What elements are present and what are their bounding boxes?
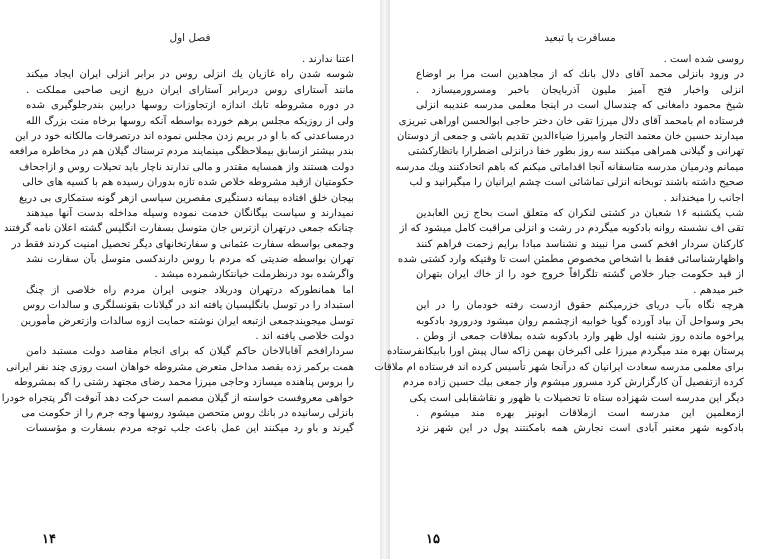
book-gutter — [380, 0, 390, 559]
text-line: تهران بواسطه ضدیتی كه مردم با روس دارندكسی متوسل بآن سفارت نشد — [26, 254, 354, 266]
text-line: پرستان بهره مند میگردم میرزا علی اكبرخان بهمن زاكه سال پیش اورا بابیکانفرستاده — [386, 346, 744, 358]
text-line: هرچه نگاه بآب دریای خزرمیكنم حقوق ازدست رفته خودمان را در این — [416, 300, 744, 312]
left-page — [0, 0, 380, 559]
text-line: ولی از روزیکه مجلس برهم خورده بواسطه آنكه روسها برخاه منت بزرگ الله — [26, 115, 354, 127]
right-page-body — [374, 52, 744, 437]
text-line: بندر بیشتر ازسابق بیملاحظگی مینمایند مردم ترسناك گیلان هم در مخاطره مرافعه — [9, 146, 354, 158]
text-line: خبر میدهم . — [693, 284, 744, 296]
text-line: بیجان خلق افتاده بیمانه دستگیری مقصرین سیاسی ازهر گونه ستمكاری بی دریغ — [19, 192, 354, 204]
text-line: در دوره مشروطه تابك اندازه ازتجاوزات روسها درایین بندرجلوگیری شده — [26, 100, 354, 112]
text-line: چنانكه جمعی درتهران ازترس جان متوسل بسفارت انگلیس گشته اعلان نامه گرفتند — [3, 223, 354, 235]
text-line: واظهارشناسائی فقط با اشخاص مخصوص مطمئن است تا وقتیكه وارد كشتی شده — [397, 254, 744, 266]
text-line: خواهی معروفست خواسته از گیلان مصمم است حركت دهد آنوقت اگر پتجراه خودرا — [1, 392, 354, 404]
text-line: میمانم ودرمیان مدرسه متاسفانه آنجا اقداماتی میكنم كه باهم اتحادكنند ویك مدرسه — [395, 161, 744, 173]
text-line: صحیح داشته باشند توبخانه انزلی تماشائی است چشم ایرانیان را میگیرانید و لب — [409, 177, 744, 189]
text-line: بادكوبه شهر معتبر آبادی است تجارش همه بامكنتند پول در این شهر نزد — [416, 423, 744, 435]
text-line: شیخ محمود دامغانی كه چندسال است در اینجا معلمی مدرسه عندیبه انزلی — [416, 100, 744, 112]
right-running-head: مسافرت یا تبعید — [544, 32, 616, 44]
text-line: حكومتیان ازقید مشروطه خلاص شده تازه بدوران رسیده هم با كسیه های خالی — [22, 177, 354, 189]
text-line: دیگر این مدرسه است شهزاده ستاه تا تحصیلات با ظهور و نقاشقابلی است یكی — [409, 392, 744, 404]
text-line: شوسه شدن راه غازیان یك انزلی روس در برابر انزلی ایران ایجاد میكند — [26, 69, 354, 81]
text-line: كرده ازتفصیل آن كارگزارش كرد مسرور میشوم واز جمعی بیك حسین زاده مردم — [402, 377, 744, 389]
text-line: میدارند حسین خان معتمد التجار وامیرزا ضیاءالدین تقدیم باشی و جمعی از دوستان — [396, 130, 744, 142]
text-line: روسی شده است . — [663, 54, 744, 65]
text-line: را بروس پناهنده میسازد وحاجی میرزا محمد رضای مجتهد رشتی را كه بمشروطه — [14, 377, 354, 389]
text-line: دولت خلاصی یافته اند . — [255, 331, 354, 343]
text-line: بحر وسواحل آن بیاد آورده گویا خوابیه ازچشمم روان میشود ودرورود بادكوبه — [416, 315, 744, 327]
text-line: دولت هستند واز همسایه مقتدر و مالی ندارند ناچار باید تحیلات روس و ازاجحاف — [18, 161, 354, 173]
text-line: تهرانی و گیلانی همراهی میكنند سه روز بطور خفا درانزلی اضطرارا باتظارکشتی — [407, 146, 744, 158]
text-line: همت بركمر زده بقصد مداخل متعرض مشروطه خواهان است روزی چند نفر ایرانی — [6, 361, 354, 373]
text-line: پراخوه مانده روز شنبه اول ظهر وارد بادكوبه شده بملاقات جمعی از وطن . — [416, 331, 744, 343]
text-line: كاركنان سردار افخم كسی مرا نبیند و نشناسد مبادا برایم زحمت فراهم كنند — [416, 238, 744, 250]
text-line: شب یكشنبه ۱۶ شعبان در كشتی لنكران كه متعلق است بحاج زین العابدین — [416, 207, 744, 219]
left-page-number: ۱۴ — [42, 532, 56, 547]
right-page-number: ۱۵ — [426, 532, 440, 547]
right-page — [374, 0, 768, 559]
text-line: سردارافخم آقابالاخان حاكم گیلان كه برای انجام مقاصد دولت مستبد دامن — [26, 346, 354, 358]
text-line: درمساعدتی كه با او در بریم زدن مجلس نموده اند درتصرفات مالكانه خود در این — [15, 130, 354, 142]
text-line: مانند آستارای روس دربرابر آستارای ایران دریغ ازیی صاحبی مملكت . — [26, 84, 354, 96]
text-line: اجانب را میخنداند . — [663, 192, 744, 204]
left-running-head: فصل اول — [169, 32, 211, 44]
left-page-body — [1, 52, 354, 437]
text-line: واگرشده بود درنظرملت خیانتكارشمرده میشد . — [154, 269, 354, 281]
text-line: استبداد را در توسل بانگلیسیان یافته اند در گیلانات بقونسلگری و سالدات روس — [22, 300, 354, 312]
text-line: وجمعی بواسطه سفارت عثمانی و سفارتخانهای دیگر تحصیل امنیت كردند فقط در — [11, 238, 354, 250]
text-line: بانزلی رسانیده در بانك روس متحصن میشود روسها وجه جرم را از حكومت می — [21, 407, 354, 419]
text-line: اعتنا ندارند . — [302, 54, 354, 65]
text-line: نمیدارند و سیاست بیگانگان خدمت نموده وسیله مداخله بدست آنها میدهند — [26, 207, 354, 219]
text-line: توسل میجویندجمعی ازتبعه ایران نوشته حمایت ازوه سالدات وازتعرض مأمورین — [20, 315, 354, 327]
text-line: ازمعلمین این مدرسه است ازملاقات ابونیز بهره مند میشوم . — [416, 407, 744, 419]
text-line: اما همانطوركه درتهران ودربلاد جنوبی ایران مردم راه خلاصی از چنگ — [26, 284, 354, 296]
text-line: انزلی واخبار فتح آمیز ملیون آذربایجان باخبر ومسرورمیسازد . — [416, 84, 744, 96]
text-line: گیرند و باو رد میكنند این عمل باعث جلب توجه مردم بسفارت و مؤسسات — [26, 423, 354, 435]
text-line: در ورود بانزلی محمد آقای دلال بانك كه از مجاهدین است مرا بر اوضاع — [416, 69, 744, 81]
text-line: برای معلمی مدرسه سعادت ایرانیان كه درآنجا شهر تأسیس كرده اند فرستاده ام ملاقات — [374, 361, 744, 373]
text-line: فرستاده ام بامحمد آقای دلال میرزا تقی خان دختر حاجی ابوالحسن اوراهی تبریزی — [398, 115, 744, 127]
text-line: تقی اف نشسته روانه بادكوبه میگردم در رشت و انزلی مراقبت كامل میشود كه از — [399, 223, 744, 235]
text-line: از قید حكومت جبار خلاص گشته تلگرافاً خروج خود را از خاك ایران بتهران — [416, 269, 744, 281]
